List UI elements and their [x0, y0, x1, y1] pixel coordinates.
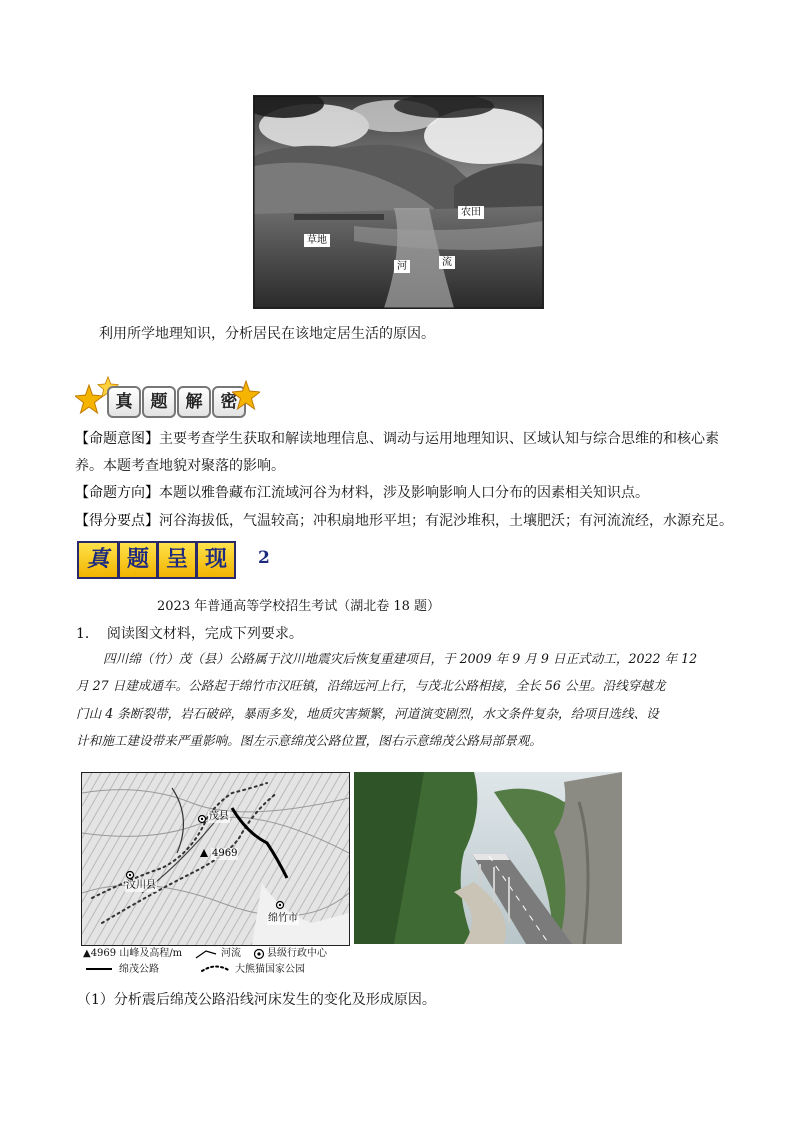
photo-label-grassland: 草地 [304, 234, 330, 247]
question-para-line2: 月 27 日建成通车。公路起于绵竹市汉旺镇，沿绵远河上行，与茂北公路相接，全长 56 公里。沿线穿越龙 [76, 678, 666, 693]
analysis-direction [75, 483, 649, 503]
legend-county: 县级行政中心 [267, 948, 327, 959]
exam-title: 2023 年普通高等学校招生考试（湖北卷 18 题） [157, 599, 441, 614]
badge-char-4: 密 [212, 386, 246, 418]
panda-park-boundary-icon [201, 963, 231, 975]
map-label-wenchuan: 汶川县 [126, 880, 156, 891]
map-label-mao: 茂县 [209, 811, 229, 822]
map-label-mianzhu: 绵竹市 [268, 913, 298, 924]
legend-peak: ▲4969 山峰及高程/m [83, 948, 183, 959]
photo-label-river-1: 河 [394, 260, 410, 273]
direction-text: 本题以雅鲁藏布江流域河谷为材料，涉及影响影响人口分布的因素相关知识点。 [159, 485, 649, 501]
intent-text-1: 主要考查学生获取和解读地理信息、调动与运用地理知识、区域认知与综合思维的和核心素 [159, 431, 719, 447]
question-para-line4: 计和施工建设带来严重影响。图左示意绵茂公路位置，图右示意绵茂公路局部景观。 [76, 733, 542, 748]
badge2-char-4: 现 [196, 541, 236, 579]
road-line-icon [86, 963, 112, 975]
river-icon [195, 948, 217, 960]
question-heading [76, 624, 303, 644]
photo-label-river-2: 流 [439, 256, 455, 269]
question-prompt: 利用所学地理知识，分析居民在该地定居生活的原因。 [99, 326, 435, 342]
question-instruction: 阅读图文材料，完成下列要求。 [106, 626, 303, 642]
legend-river: 河流 [221, 948, 241, 959]
intent-label: 【命题意图】 [75, 431, 159, 447]
badge2-char-1: 真 [77, 541, 119, 579]
road-photo-drawing [354, 772, 622, 944]
question-para-line1: 四川绵（竹）茂（县）公路属于汶川地震灾后恢复重建项目，于 2009 年 9 月 9 日正式动工，2022 年 12 [103, 651, 698, 666]
badge-char-1: 真 [107, 386, 141, 418]
direction-label: 【命题方向】 [75, 485, 159, 501]
star-icon-right [232, 380, 260, 414]
map-label-peak: 4969 [212, 848, 238, 859]
photo-label-farmland: 农田 [458, 206, 484, 219]
road-location-map [81, 772, 350, 946]
question-para-line3: 门山 4 条断裂带，岩石破碎，暴雨多发，地质灾害频繁，河道演变剧烈，水文条件复杂，给项目选线、设 [76, 706, 659, 721]
legend-road: 绵茂公路 [119, 964, 159, 975]
sub-question-1: （1）分析震后绵茂公路沿线河床发生的变化及形成原因。 [77, 992, 436, 1008]
badge-char-3: 解 [177, 386, 211, 418]
badge2-number: 2 [258, 548, 270, 568]
badge2-char-2: 题 [118, 541, 158, 579]
analysis-intent-line2: 养。本题考查地貌对聚落的影响。 [75, 458, 285, 474]
scoring-label: 【得分要点】 [75, 513, 159, 529]
valley-photo [253, 95, 544, 309]
badge2-char-3: 呈 [157, 541, 197, 579]
valley-photo-drawing [254, 96, 543, 308]
legend-park: 大熊猫国家公园 [235, 964, 305, 975]
question-number: 1． [76, 626, 99, 642]
county-center-icon [253, 948, 265, 960]
section-badge-analysis [75, 376, 260, 424]
road-landscape-photo [354, 772, 622, 944]
scoring-text: 河谷海拔低，气温较高；冲积扇地形平坦；有泥沙堆积，土壤肥沃；有河流流经，水源充足。 [159, 513, 733, 529]
section-badge-real-questions [75, 541, 275, 581]
badge-char-2: 题 [142, 386, 176, 418]
analysis-intent-line1 [75, 429, 719, 449]
analysis-scoring [75, 511, 733, 531]
